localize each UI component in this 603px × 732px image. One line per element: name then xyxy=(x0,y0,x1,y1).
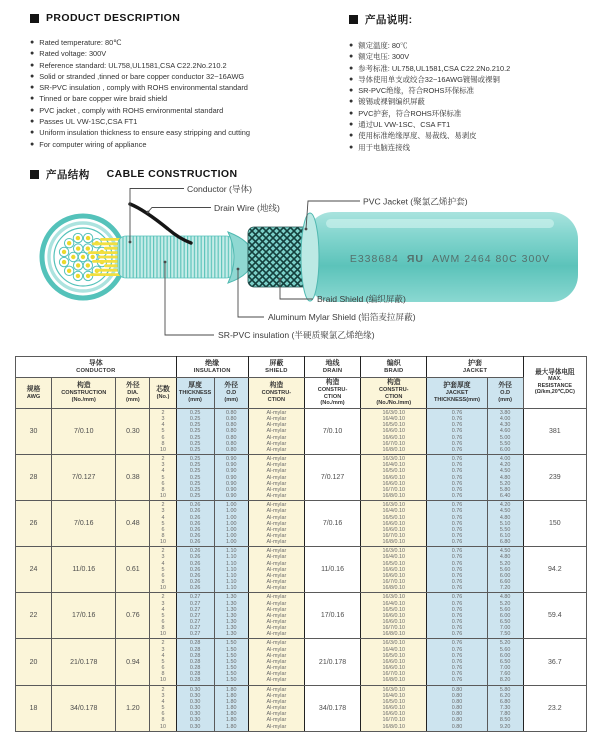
cell-shield: Al-mylar Al-mylar Al-mylar Al-mylar Al-mylar Al-mylar Al-mylar xyxy=(248,547,304,593)
jacket-print: E338684 ЯU AWM 2464 80C 300V xyxy=(349,253,551,265)
col-group-insulation: 绝缘 INSULATION xyxy=(176,357,248,378)
cell-drain: 17/0.16 xyxy=(304,593,360,639)
cell-awg: 24 xyxy=(16,547,52,593)
bullet-icon: ● xyxy=(349,53,354,61)
list-item xyxy=(30,60,335,71)
product-description-title-text: PRODUCT DESCRIPTION xyxy=(46,12,181,24)
product-description-cn-list xyxy=(349,40,603,153)
cell-jacket-od: 4.00 4.20 4.50 4.80 5.20 5.80 6.40 xyxy=(487,455,523,501)
cell-ins-od: 0.80 0.80 0.80 0.80 0.80 0.80 0.80 xyxy=(214,409,248,455)
list-item-text: 导体使用单支或绞合32~16AWG镀锡或裸铜 xyxy=(358,74,500,84)
list-item-text: 额定温度: 80℃ xyxy=(358,41,408,50)
list-item-text: 参考标准: UL758,UL1581,CSA C22.2No.210.2 xyxy=(358,63,511,73)
product-description-cn-title xyxy=(349,12,603,27)
bullet-icon: ● xyxy=(349,87,354,95)
list-item-text: PVC护套，符合ROHS环保标准 xyxy=(358,108,462,118)
bullet-icon: ● xyxy=(30,72,35,80)
cell-shield: Al-mylar Al-mylar Al-mylar Al-mylar Al-mylar Al-mylar Al-mylar xyxy=(248,501,304,547)
bullet-icon: ● xyxy=(30,106,35,114)
cell-ins-od: 1.00 1.00 1.00 1.00 1.00 1.00 1.00 xyxy=(214,501,248,547)
bullet-icon: ● xyxy=(30,39,35,46)
insulated-cores xyxy=(118,236,234,278)
cell-ins-od: 1.30 1.30 1.30 1.30 1.30 1.30 1.30 xyxy=(214,593,248,639)
cell-ins-od: 0.90 0.90 0.90 0.90 0.90 0.90 0.90 xyxy=(214,455,248,501)
wire-conductor xyxy=(86,263,90,267)
spec-table xyxy=(15,356,587,732)
cell-awg: 20 xyxy=(16,639,52,685)
col-header-braid: 构造 CONSTRU- CTION (No./No./mm) xyxy=(361,378,427,409)
list-item-text: Reference standard: UL758,UL1581,CSA C22.2No.210.2 xyxy=(39,60,227,70)
spec-row-awg-30 xyxy=(16,409,587,455)
cell-ins-od: 1.80 1.80 1.80 1.80 1.80 1.80 1.80 xyxy=(214,685,248,731)
cell-cores: 2 3 4 5 6 8 10 xyxy=(150,455,176,501)
top-section xyxy=(0,0,603,166)
list-item-text: 使用标准绝缘厚度、易裁线、易剥皮 xyxy=(358,131,477,141)
col-group-shield: 屏蔽 SHIELD xyxy=(248,357,304,378)
spec-table-wrap xyxy=(0,356,603,732)
list-item xyxy=(30,37,335,48)
list-item xyxy=(349,142,603,153)
list-item-text: 镀锡或裸铜编织屏蔽 xyxy=(358,97,425,107)
col-header-cores: 芯数 (No.) xyxy=(150,378,176,409)
list-item-text: Solid or stranded ,tinned or bare copper conductor 32~16AWG xyxy=(39,71,245,81)
col-group-conductor: 导体 CONDUCTOR xyxy=(16,357,177,378)
cell-dia: 0.94 xyxy=(116,639,150,685)
construction-title-en: CABLE CONSTRUCTION xyxy=(106,168,238,180)
bullet-icon: ● xyxy=(349,75,354,83)
col-header-resistance: 最大导体电阻 MAX. RESISTANCE (Ω/km,20℃,DC) xyxy=(523,357,586,409)
list-item xyxy=(349,96,603,107)
bullet-icon: ● xyxy=(30,140,35,148)
product-description-cn-section xyxy=(335,12,603,166)
cell-braid: 16/3/0.10 16/4/0.10 16/5/0.10 16/6/0.10 16/6/0.10 16/7/0.10 16/8/0.10 xyxy=(361,593,427,639)
cell-dia: 0.76 xyxy=(116,593,150,639)
list-item-text: SR-PVC insulation , comply with ROHS environmental standard xyxy=(39,83,248,93)
cell-drain: 7/0.10 xyxy=(304,409,360,455)
cell-dia: 0.61 xyxy=(116,547,150,593)
cell-cores: 2 3 4 5 6 8 10 xyxy=(150,593,176,639)
cell-jacket-od: 4.50 4.80 5.20 5.60 6.00 6.60 7.20 xyxy=(487,547,523,593)
wire-conductor xyxy=(76,246,80,250)
list-item-text: PVC jacket , comply with ROHS environmental standard xyxy=(39,105,224,115)
cell-jacket-thickness: 0.76 0.76 0.76 0.76 0.76 0.76 0.76 xyxy=(427,593,487,639)
spec-row-awg-24 xyxy=(16,547,587,593)
col-header-jacket-od: 外径 O.D (mm) xyxy=(487,378,523,409)
col-header-jacket-thickness: 护套厚度 JACKET THICKNESS(mm) xyxy=(427,378,487,409)
wire-conductor xyxy=(71,255,75,259)
jacket-highlight xyxy=(326,219,554,228)
bullet-icon: ● xyxy=(30,84,35,92)
bullet-icon: ● xyxy=(349,132,354,140)
bullet-icon: ● xyxy=(30,118,35,126)
cell-ins-thickness: 0.27 0.27 0.27 0.27 0.27 0.27 0.27 xyxy=(176,593,214,639)
list-item xyxy=(349,63,603,74)
list-item xyxy=(349,85,603,96)
cell-braid: 16/3/0.10 16/4/0.10 16/5/0.10 16/6/0.10 16/6/0.10 16/7/0.10 16/8/0.10 xyxy=(361,501,427,547)
label-drain-wire: Drain Wire (地线) xyxy=(214,203,280,213)
cell-cores: 2 3 4 5 6 8 10 xyxy=(150,547,176,593)
cell-drain: 7/0.127 xyxy=(304,455,360,501)
col-header-awg: 规格 AWG xyxy=(16,378,52,409)
product-description-title xyxy=(30,12,335,24)
cell-shield: Al-mylar Al-mylar Al-mylar Al-mylar Al-mylar Al-mylar Al-mylar xyxy=(248,593,304,639)
list-item xyxy=(30,127,335,138)
cell-dia: 0.38 xyxy=(116,455,150,501)
bullet-icon: ● xyxy=(30,129,35,137)
cell-construction: 7/0.10 xyxy=(52,409,116,455)
cell-construction: 34/0.178 xyxy=(52,685,116,731)
col-group-jacket: 护套 JACKET xyxy=(427,357,523,378)
cell-braid: 16/3/0.10 16/4/0.10 16/5/0.10 16/6/0.10 16/6/0.10 16/7/0.10 16/8/0.10 xyxy=(361,639,427,685)
list-item-text: Uniform insulation thickness to ensure easy stripping and cutting xyxy=(39,128,250,138)
spec-row-awg-18 xyxy=(16,685,587,731)
cell-drain: 34/0.178 xyxy=(304,685,360,731)
list-item xyxy=(349,74,603,85)
list-item-text: 用于电脑连接线 xyxy=(358,142,410,152)
bullet-icon: ● xyxy=(30,95,35,103)
list-item xyxy=(30,93,335,104)
construction-title xyxy=(0,166,603,182)
cell-jacket-od: 4.80 5.20 5.60 6.00 6.50 7.00 7.50 xyxy=(487,593,523,639)
list-item xyxy=(30,116,335,127)
cell-resistance: 150 xyxy=(523,501,586,547)
list-item xyxy=(30,82,335,93)
wire-conductor xyxy=(86,274,90,278)
cell-braid: 16/3/0.10 16/4/0.10 16/5/0.10 16/6/0.10 16/6/0.10 16/7/0.10 16/8/0.10 xyxy=(361,409,427,455)
cell-resistance: 94.2 xyxy=(523,547,586,593)
cell-jacket-thickness: 0.76 0.76 0.76 0.76 0.76 0.76 0.76 xyxy=(427,455,487,501)
label-sr-pvc-insulation: SR-PVC insulation (半硬质聚氯乙烯绝缘) xyxy=(218,330,375,340)
col-header-ins-thickness: 厚度 THICKNESS (mm) xyxy=(176,378,214,409)
bullet-icon: ● xyxy=(349,64,354,72)
cell-ins-od: 1.50 1.50 1.50 1.50 1.50 1.50 1.50 xyxy=(214,639,248,685)
list-item xyxy=(349,40,603,51)
wire-conductor xyxy=(91,255,95,259)
col-header-construction: 构造 CONSTRUCTION (No./mm) xyxy=(52,378,116,409)
cell-ins-thickness: 0.25 0.25 0.25 0.25 0.25 0.25 0.25 xyxy=(176,409,214,455)
cell-braid: 16/3/0.10 16/4/0.10 16/5/0.10 16/6/0.10 16/6/0.10 16/7/0.10 16/8/0.10 xyxy=(361,455,427,501)
cell-jacket-thickness: 0.80 0.80 0.80 0.80 0.80 0.80 0.80 xyxy=(427,685,487,731)
wire-conductor xyxy=(67,269,71,273)
col-group-drain: 地线 DRAIN xyxy=(304,357,360,378)
cell-cores: 2 3 4 5 6 8 10 xyxy=(150,639,176,685)
cell-drain: 7/0.16 xyxy=(304,501,360,547)
square-bullet-icon xyxy=(349,15,358,24)
list-item xyxy=(349,130,603,141)
product-description-cn-title-text: 产品说明: xyxy=(365,14,413,26)
list-item-text: 通过UL VW-1SC、CSA FT1 xyxy=(358,120,451,130)
list-item-text: Rated voltage: 300V xyxy=(39,49,107,59)
list-item-text: SR-PVC绝缘，符合ROHS环保标准 xyxy=(358,86,475,96)
wire-conductor xyxy=(76,263,80,267)
wire-conductor xyxy=(62,250,66,254)
cell-jacket-thickness: 0.76 0.76 0.76 0.76 0.76 0.76 0.76 xyxy=(427,409,487,455)
cell-resistance: 23.2 xyxy=(523,685,586,731)
cell-drain: 21/0.178 xyxy=(304,639,360,685)
cell-awg: 18 xyxy=(16,685,52,731)
cell-jacket-thickness: 0.76 0.76 0.76 0.76 0.76 0.76 0.76 xyxy=(427,639,487,685)
cell-ins-od: 1.10 1.10 1.10 1.10 1.10 1.10 1.10 xyxy=(214,547,248,593)
cell-jacket-od: 5.20 5.60 6.00 6.50 7.00 7.60 8.20 xyxy=(487,639,523,685)
cell-ins-thickness: 0.26 0.26 0.26 0.26 0.26 0.26 0.26 xyxy=(176,547,214,593)
cell-shield: Al-mylar Al-mylar Al-mylar Al-mylar Al-mylar Al-mylar Al-mylar xyxy=(248,639,304,685)
spec-row-awg-28 xyxy=(16,455,587,501)
list-item-text: For computer wiring of appliance xyxy=(39,139,147,149)
label-aluminum-mylar-shield: Aluminum Mylar Shield (铝箔麦拉屏蔽) xyxy=(268,312,416,322)
list-item-text: Passes UL VW-1SC,CSA FT1 xyxy=(39,117,138,127)
cell-drain: 11/0.16 xyxy=(304,547,360,593)
col-header-dia: 外径 DIA. (mm) xyxy=(116,378,150,409)
wire-conductor xyxy=(76,236,80,240)
product-description-section xyxy=(30,12,335,166)
list-item-text: Rated temperature: 80℃ xyxy=(39,38,122,47)
cell-cores: 2 3 4 5 6 8 10 xyxy=(150,685,176,731)
cell-dia: 0.48 xyxy=(116,501,150,547)
cell-jacket-thickness: 0.76 0.76 0.76 0.76 0.76 0.76 0.76 xyxy=(427,501,487,547)
ul-mark-icon: ЯU xyxy=(406,253,425,265)
cell-construction: 7/0.16 xyxy=(52,501,116,547)
list-item-text: Tinned or bare copper wire braid shield xyxy=(39,94,168,104)
wire-conductor xyxy=(67,241,71,245)
jacket-cut-edge xyxy=(301,213,319,301)
list-item-text: 额定电压: 300V xyxy=(358,52,410,62)
product-description-list xyxy=(30,37,335,150)
wire-conductor xyxy=(62,260,66,264)
bullet-icon: ● xyxy=(349,121,354,129)
cell-ins-thickness: 0.25 0.25 0.25 0.25 0.25 0.25 0.25 xyxy=(176,455,214,501)
label-pvc-jacket: PVC Jacket (聚氯乙烯护套) xyxy=(363,196,468,207)
list-item xyxy=(30,139,335,150)
cell-construction: 11/0.16 xyxy=(52,547,116,593)
cable-diagram xyxy=(0,182,603,356)
col-header-shield: 构造 CONSTRU- CTION xyxy=(248,378,304,409)
cell-resistance: 36.7 xyxy=(523,639,586,685)
cell-ins-thickness: 0.28 0.28 0.28 0.28 0.28 0.28 0.28 xyxy=(176,639,214,685)
col-group-braid: 编织 BRAID xyxy=(361,357,427,378)
list-item xyxy=(349,119,603,130)
cell-braid: 16/3/0.10 16/4/0.10 16/5/0.10 16/6/0.10 16/6/0.10 16/7/0.10 16/8/0.10 xyxy=(361,547,427,593)
cell-construction: 17/0.16 xyxy=(52,593,116,639)
list-item xyxy=(30,105,335,116)
square-bullet-icon xyxy=(30,14,39,23)
spec-row-awg-22 xyxy=(16,593,587,639)
cell-awg: 28 xyxy=(16,455,52,501)
cable-cutaway xyxy=(88,204,578,302)
list-item xyxy=(349,108,603,119)
cell-awg: 22 xyxy=(16,593,52,639)
list-item xyxy=(349,51,603,62)
cell-jacket-od: 4.20 4.50 4.80 5.10 5.50 6.10 6.80 xyxy=(487,501,523,547)
cell-dia: 0.30 xyxy=(116,409,150,455)
cell-ins-thickness: 0.26 0.26 0.26 0.26 0.26 0.26 0.26 xyxy=(176,501,214,547)
col-header-drain: 构造 CONSTRU- CTION (No./mm) xyxy=(304,378,360,409)
cell-shield: Al-mylar Al-mylar Al-mylar Al-mylar Al-mylar Al-mylar Al-mylar xyxy=(248,409,304,455)
label-braid-shield: Braid Shield (编织屏蔽) xyxy=(317,294,406,304)
bullet-icon: ● xyxy=(349,143,354,151)
bullet-icon: ● xyxy=(349,109,354,117)
bullet-icon: ● xyxy=(349,98,354,106)
square-bullet-icon xyxy=(30,170,39,179)
wire-conductor xyxy=(86,246,90,250)
cell-awg: 30 xyxy=(16,409,52,455)
cell-resistance: 381 xyxy=(523,409,586,455)
cell-braid: 16/3/0.10 16/4/0.10 16/5/0.10 16/6/0.10 16/6/0.10 16/7/0.10 16/8/0.10 xyxy=(361,685,427,731)
bullet-icon: ● xyxy=(30,50,35,58)
cell-dia: 1.20 xyxy=(116,685,150,731)
cell-jacket-od: 5.80 6.20 6.80 7.30 7.80 8.50 9.20 xyxy=(487,685,523,731)
bullet-icon: ● xyxy=(349,42,354,49)
cell-construction: 7/0.127 xyxy=(52,455,116,501)
cell-shield: Al-mylar Al-mylar Al-mylar Al-mylar Al-mylar Al-mylar Al-mylar xyxy=(248,455,304,501)
spec-row-awg-20 xyxy=(16,639,587,685)
cell-jacket-od: 3.80 4.00 4.30 4.60 5.00 5.50 6.00 xyxy=(487,409,523,455)
bullet-icon: ● xyxy=(30,61,35,69)
construction-title-cn: 产品结构 xyxy=(46,168,90,181)
spec-row-awg-26 xyxy=(16,501,587,547)
col-header-ins-od: 外径 O.D (mm) xyxy=(214,378,248,409)
cell-resistance: 59.4 xyxy=(523,593,586,639)
list-item xyxy=(30,48,335,59)
cell-jacket-thickness: 0.76 0.76 0.76 0.76 0.76 0.76 0.76 xyxy=(427,547,487,593)
cell-ins-thickness: 0.30 0.30 0.30 0.30 0.30 0.30 0.30 xyxy=(176,685,214,731)
wire-conductor xyxy=(86,236,90,240)
cell-cores: 2 3 4 5 6 8 10 xyxy=(150,501,176,547)
cell-awg: 26 xyxy=(16,501,52,547)
wire-conductor xyxy=(81,255,85,259)
cell-construction: 21/0.178 xyxy=(52,639,116,685)
list-item xyxy=(30,71,335,82)
cell-cores: 2 3 4 5 6 8 10 xyxy=(150,409,176,455)
cell-shield: Al-mylar Al-mylar Al-mylar Al-mylar Al-mylar Al-mylar Al-mylar xyxy=(248,685,304,731)
wire-conductor xyxy=(76,274,80,278)
cell-resistance: 239 xyxy=(523,455,586,501)
label-conductor: Conductor (导体) xyxy=(187,184,252,194)
